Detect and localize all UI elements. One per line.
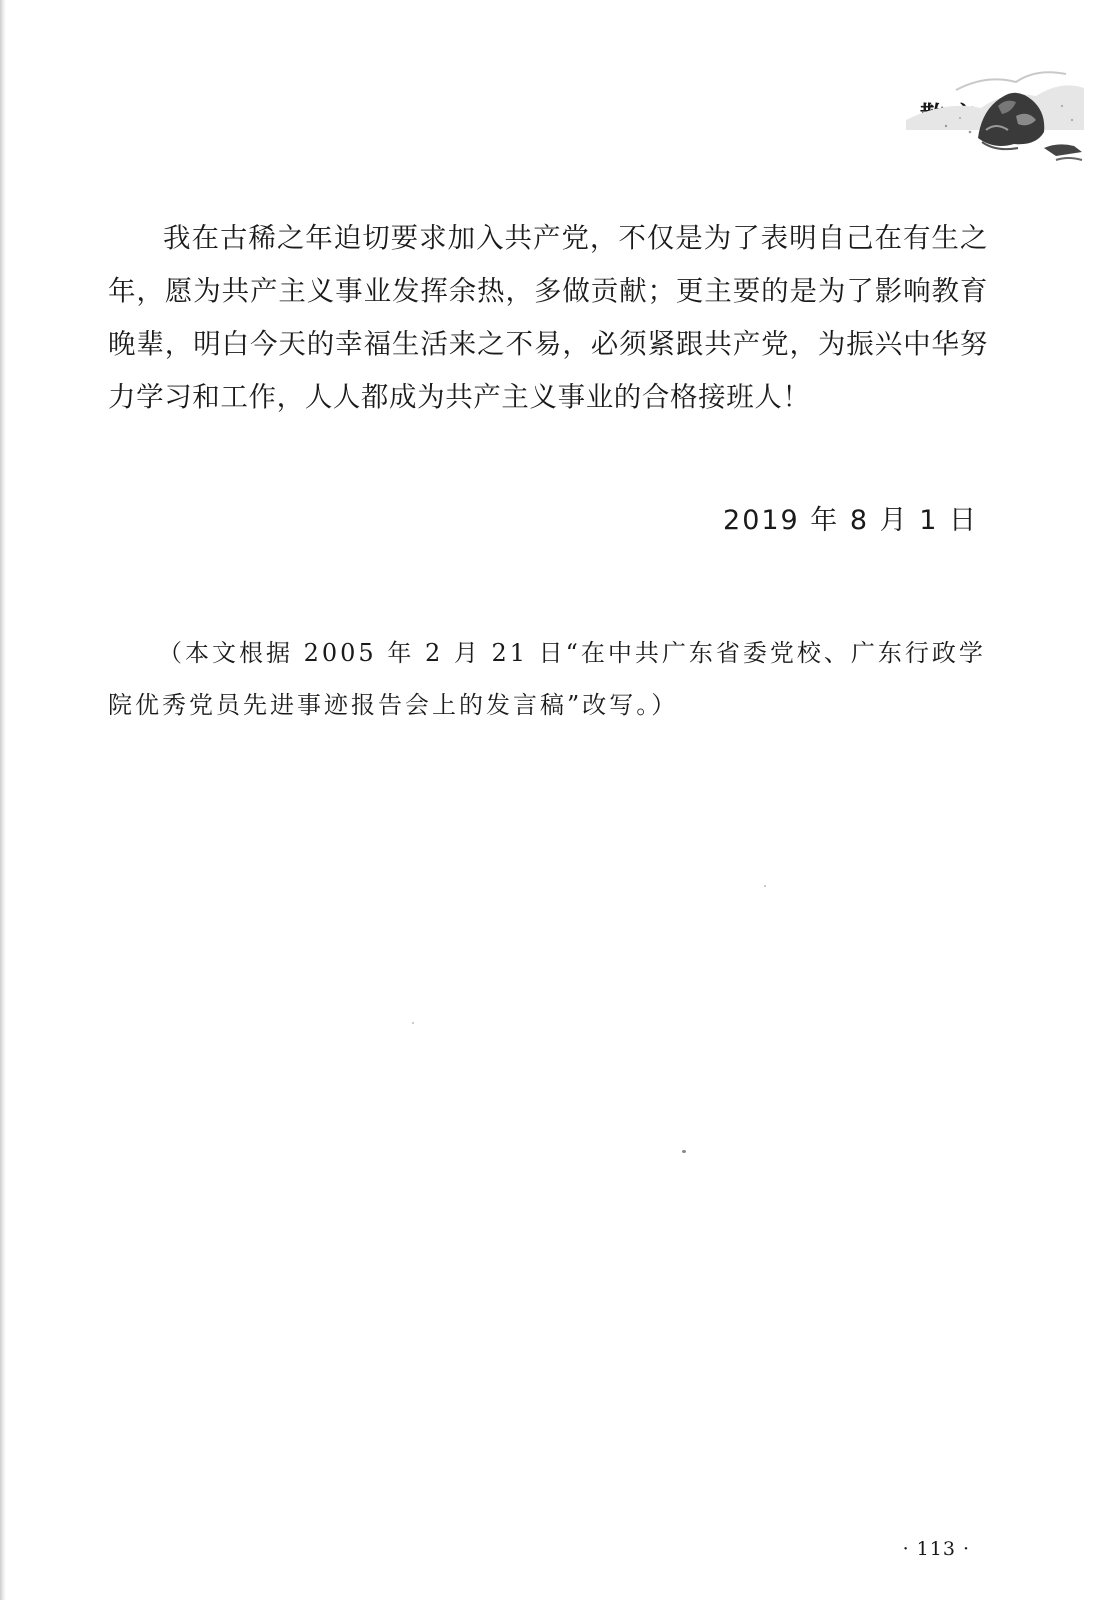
page-number: · 113 ·	[902, 1538, 970, 1560]
date-line: 2019 年 8 月 1 日	[723, 505, 978, 536]
landscape-ink-painting-icon	[886, 60, 1086, 170]
body-paragraph: 我在古稀之年迫切要求加入共产党，不仅是为了表明自己在有生之年，愿为共产主义事业发挥余热，多做贡献；更主要的是为了影响教育晚辈，明白今天的幸福生活来之不易，必须紧跟共产党，为振兴中华努力学习和工作，人人都成为共产主义事业的合格接班人！	[108, 222, 988, 413]
source-note: （本文根据 2005 年 2 月 21 日“在中共广东省委党校、广东行政学院优秀党员先进事迹报告会上的发言稿”改写。）	[108, 639, 986, 719]
scanned-page-edge	[0, 0, 6, 1600]
scan-speck	[764, 885, 766, 887]
scan-speck	[682, 1150, 686, 1153]
scan-speck	[412, 1022, 414, 1024]
